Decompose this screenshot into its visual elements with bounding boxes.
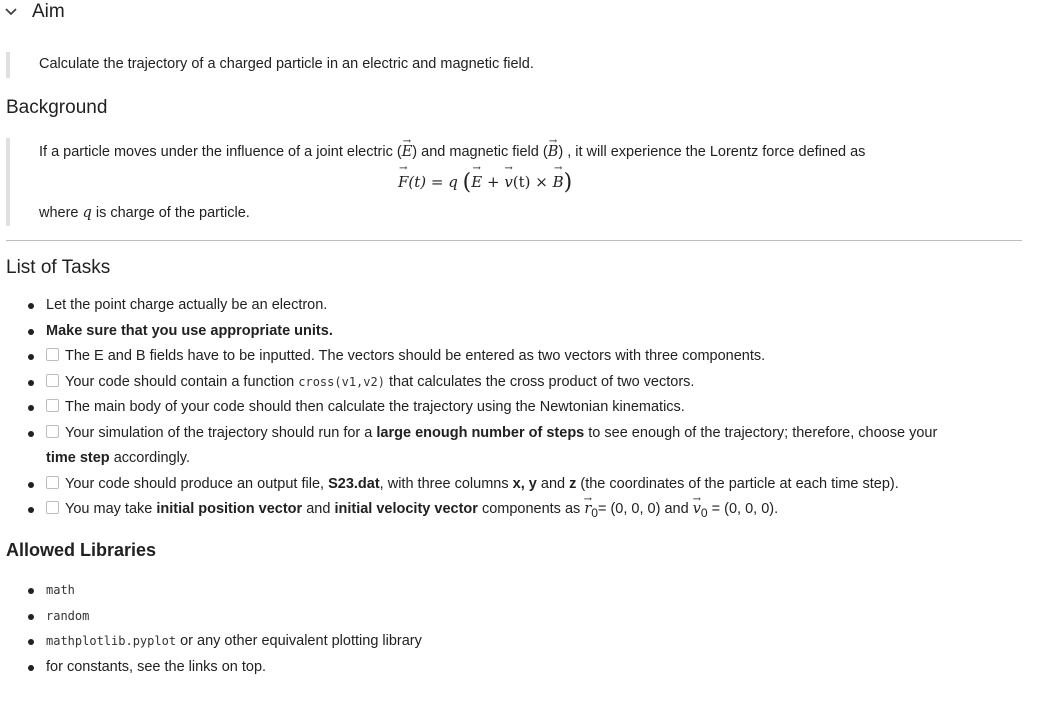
v0-subscript: 0 <box>700 505 708 520</box>
task-item-6 <box>0 421 1038 447</box>
task-bold-steps: large enough number of steps <box>376 424 585 441</box>
where-before: where <box>39 205 79 221</box>
library-text: for constants, see the links on top. <box>46 658 267 675</box>
aim-heading: Aim <box>32 1 65 22</box>
bullet-icon <box>28 431 34 437</box>
library-text: or any other equivalent plotting library <box>180 633 422 649</box>
library-item-pyplot <box>0 629 1038 655</box>
task-checkbox[interactable] <box>46 399 59 412</box>
bullet-icon <box>28 380 34 386</box>
output-file-name: S23.dat <box>328 475 380 492</box>
bullet-icon <box>28 405 34 411</box>
initial-position-label: initial position vector <box>156 501 303 517</box>
eq-force-symbol: → F <box>398 173 408 191</box>
task-checkbox[interactable] <box>46 348 59 361</box>
library-code: mathplotlib.pyplot <box>46 634 177 648</box>
background-heading: Background <box>6 97 108 118</box>
task-text: The E and B fields have to be inputted. The vectors should be entered as two vectors with three components. <box>65 348 766 364</box>
task-text: The main body of your code should then calculate the trajectory using the Newtonian kinematics. <box>65 399 685 415</box>
e-field-symbol: → E <box>402 142 413 162</box>
bullet-icon <box>28 482 34 488</box>
eq-e-symbol: → E <box>471 173 482 191</box>
initial-velocity-label: initial velocity vector <box>334 501 478 517</box>
task-item-4 <box>0 370 1038 396</box>
library-item-random <box>0 604 1038 630</box>
task-text-after: components as <box>481 501 581 517</box>
column-z: z <box>569 475 577 492</box>
background-text-after: , it will experience the Lorentz force defined as <box>567 144 866 160</box>
task-item-6-continued <box>0 446 1038 472</box>
libraries-heading: Allowed Libraries <box>6 540 157 560</box>
where-after: is charge of the particle. <box>95 205 250 221</box>
task-checkbox[interactable] <box>46 374 59 387</box>
task-text-and: and <box>540 475 566 492</box>
task-text: You may take <box>65 501 153 517</box>
bullet-icon <box>28 329 34 335</box>
aim-quote-bar <box>6 52 10 78</box>
v0-symbol: → v <box>693 497 701 523</box>
bullet-icon <box>28 354 34 360</box>
task-item-8 <box>0 497 1038 526</box>
section-divider <box>6 240 1022 241</box>
where-q-symbol: q <box>82 205 92 221</box>
tasks-list <box>0 293 1038 526</box>
task-bold-timestep: time step <box>46 450 110 466</box>
columns-xy: x, y <box>512 475 537 492</box>
library-code: random <box>46 608 90 623</box>
r0-value: = (0, 0, 0) and <box>597 501 689 517</box>
task-text-and: and <box>306 501 331 517</box>
cross-function-code: cross(v1,v2) <box>298 374 385 389</box>
v0-value: = (0, 0, 0). <box>707 501 779 517</box>
background-intro: If a particle moves under the influence of a joint electric (→ E) and magnetic field (→ B) , it will experience the Lorentz force defined as <box>39 142 865 162</box>
task-text-middle: , with three columns <box>379 475 509 492</box>
background-quote-bar <box>6 138 10 226</box>
background-text-before: If a particle moves under the influence of a joint electric <box>39 144 393 160</box>
r0-symbol: → r <box>584 497 591 523</box>
library-item-constants <box>0 655 1038 681</box>
task-item-5 <box>0 395 1038 421</box>
bullet-icon <box>28 614 34 620</box>
task-text-after: that calculates the cross product of two vectors. <box>388 373 695 390</box>
task-text: Your code should produce an output file, <box>65 475 325 492</box>
libraries-list <box>0 578 1038 680</box>
task-text-after: (the coordinates of the particle at each time step). <box>580 475 899 492</box>
aim-section-header[interactable] <box>0 0 65 24</box>
task-checkbox[interactable] <box>46 476 59 489</box>
task-text-after: to see enough of the trajectory; therefore, choose your <box>588 424 938 441</box>
eq-lhs: (t) = q <box>408 173 458 191</box>
bullet-icon <box>28 588 34 594</box>
task-item-2 <box>0 319 1038 345</box>
b-field-symbol: → B <box>548 142 559 162</box>
eq-plus: + <box>482 173 505 191</box>
background-text-middle: and magnetic field <box>421 144 539 160</box>
task-checkbox[interactable] <box>46 501 59 514</box>
tasks-heading: List of Tasks <box>6 257 111 278</box>
eq-v-symbol: → v <box>504 173 512 191</box>
library-item-math <box>0 578 1038 604</box>
task-text: Let the point charge actually be an electron. <box>46 297 328 313</box>
bullet-icon <box>28 639 34 645</box>
chevron-down-icon[interactable] <box>0 0 22 24</box>
bullet-icon <box>28 665 34 671</box>
eq-vt: (t) × <box>512 173 553 191</box>
r0-subscript: 0 <box>591 505 598 520</box>
task-text: Your code should contain a function <box>65 373 295 390</box>
eq-b-symbol: → B <box>553 173 564 191</box>
task-item-1 <box>0 293 1038 319</box>
task-text-after2: accordingly. <box>113 450 190 466</box>
task-checkbox[interactable] <box>46 425 59 438</box>
library-code: math <box>46 583 75 597</box>
background-where <box>39 203 250 223</box>
task-item-7 <box>0 472 1038 498</box>
bullet-icon <box>28 303 34 309</box>
aim-text: Calculate the trajectory of a charged particle in an electric and magnetic field. <box>39 56 534 72</box>
lorentz-equation: → F(t) = q (→ E + → v(t) × → B) <box>398 170 572 195</box>
task-text: Your simulation of the trajectory should run for a <box>65 424 373 441</box>
bullet-icon <box>28 507 34 513</box>
task-text: Make sure that you use appropriate units. <box>46 322 333 339</box>
task-item-3 <box>0 344 1038 370</box>
